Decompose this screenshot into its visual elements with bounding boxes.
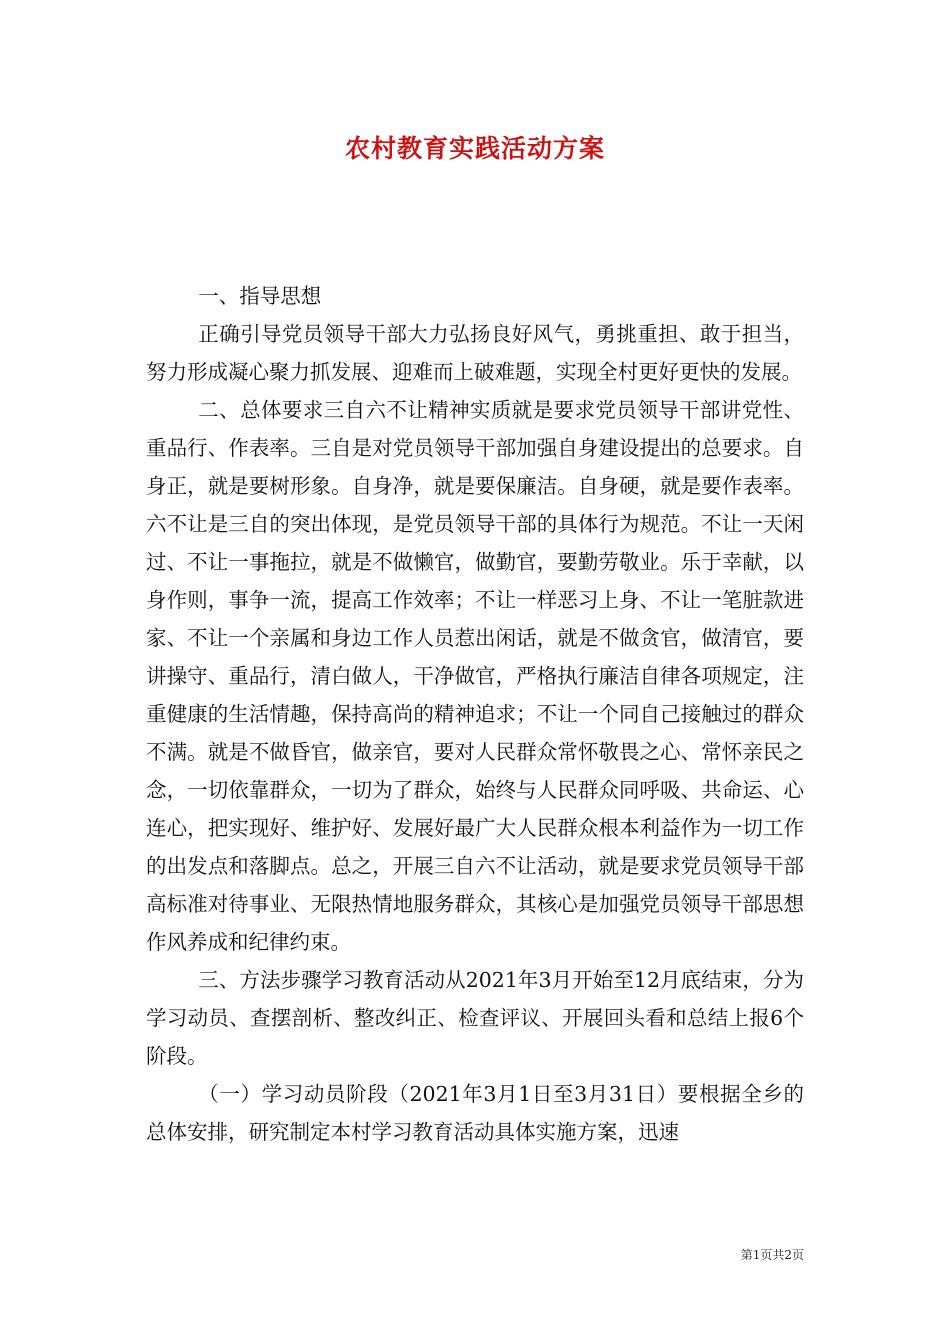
paragraph-general-requirements: 二、总体要求三自六不让精神实质就是要求党员领导干部讲党性、重品行、作表率。三自是对党员领导干部加强自身建设提出的总要求。自身正，就是要树形象。自身净，就是要保廉洁。自身硬，就是要作表率。六不让是三自的突出体现，是党员领导干部的具体行为规范。不让一天闲过、不让一事拖拉，就是不做懒官，做勤官，要勤劳敬业。乐于幸献，以身作则，事争一流，提高工作效率；不让一样恶习上身、不让一笔脏款进家、不让一个亲属和身边工作人员惹出闲话，就是不做贪官，做清官，要讲操守、重品行，清白做人，干净做官，严格执行廉洁自律各项规定，注重健康的生活情趣，保持高尚的精神追求；不让一个同自己接触过的群众不满。就是不做昏官，做亲官，要对人民群众常怀敬畏之心、常怀亲民之念，一切依靠群众，一切为了群众，始终与人民群众同呼吸、共命运、心连心，把实现好、维护好、发展好最广大人民群众根本利益作为一切工作的出发点和落脚点。总之，开展三自六不让活动，就是要求党员领导干部高标准对待事业、无限热情地服务群众，其核心是加强党员领导干部思想作风养成和纪律约束。 [146, 398, 804, 954]
paragraph-stage-one: （一）学习动员阶段（2021年3月1日至3月31日）要根据全乡的总体安排，研究制定本村学习教育活动具体实施方案，迅速 [146, 1082, 804, 1144]
document-title: 农村教育实践活动方案 [344, 134, 605, 163]
paragraph-guiding-thought: 正确引导党员领导干部大力弘扬良好风气，勇挑重担、敢于担当，努力形成凝心聚力抓发展、迎难而上破难题，实现全村更好更快的发展。 [146, 322, 804, 384]
document-body [146, 277, 804, 1151]
paragraph-methods-steps: 三、方法步骤学习教育活动从2021年3月开始至12月底结束，分为学习动员、查摆剖析、整改纠正、检查评议、开展回头看和总结上报6个阶段。 [146, 968, 804, 1068]
page-number: 第1页共2页 [740, 1248, 804, 1262]
section-heading-guiding-thought: 一、指导思想 [198, 284, 322, 308]
